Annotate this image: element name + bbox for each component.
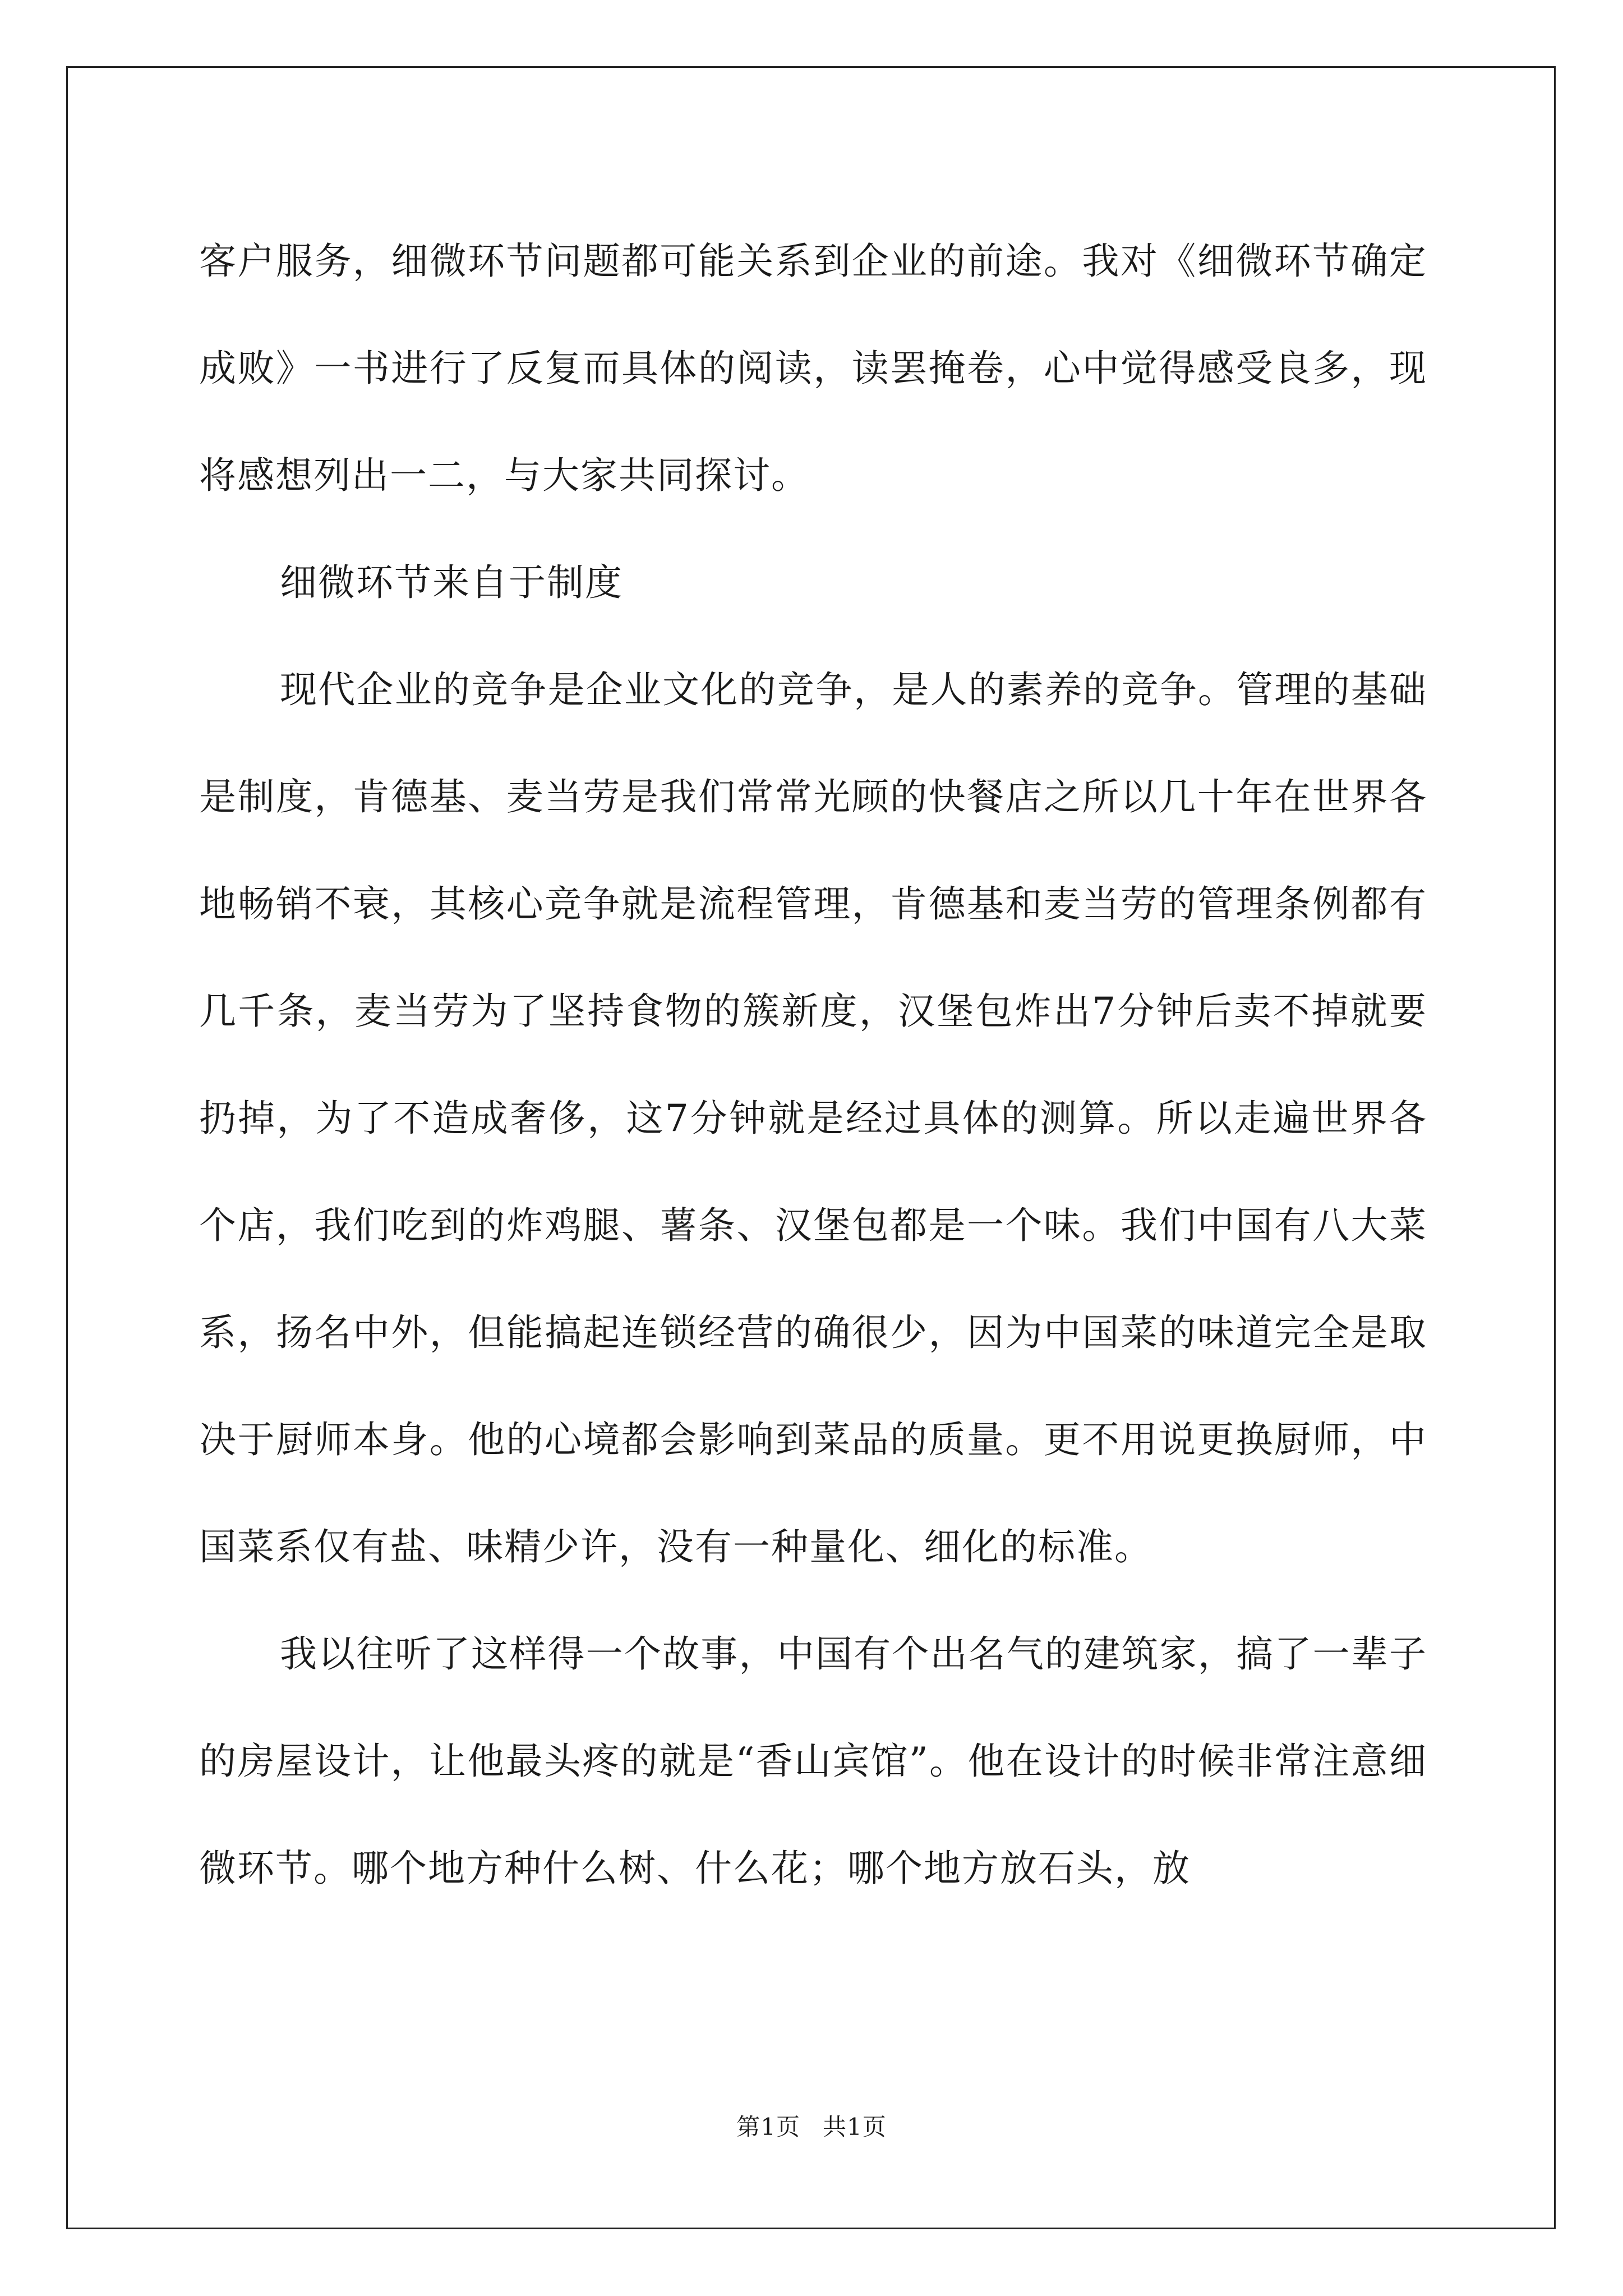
page-number: 第1页 (736, 2113, 800, 2141)
document-body (199, 208, 1427, 1922)
section-heading: 细微环节来自于制度 (280, 561, 623, 604)
page-footer (0, 2110, 1623, 2144)
page-total: 共1页 (823, 2113, 887, 2141)
paragraph-continuation: 客户服务，细微环节问题都可能关系到企业的前途。我对《细微环节确定成败》一书进行了反复而具体的阅读，读罢掩卷，心中觉得感受良多，现将感想列出一二，与大家共同探讨。 (199, 240, 1427, 497)
paragraph-body: 现代企业的竞争是企业文化的竞争，是人的素养的竞争。管理的基础是制度，肯德基、麦当劳是我们常常光顾的快餐店之所以几十年在世界各地畅销不衰，其核心竞争就是流程管理，肯德基和麦当劳的管理条例都有几千条，麦当劳为了坚持食物的簇新度，汉堡包炸出7分钟后卖不掉就要扔掉，为了不造成奢侈，这7分钟就是经过具体的测算。所以走遍世界各个店，我们吃到的炸鸡腿、薯条、汉堡包都是一个味。我们中国有八大菜系，扬名中外，但能搞起连锁经营的确很少，因为中国菜的味道完全是取决于厨师本身。他的心境都会影响到菜品的质量。更不用说更换厨师，中国菜系仅有盐、味精少许，没有一种量化、细化的标准。 (199, 668, 1427, 1568)
paragraph-body: 我以往听了这样得一个故事，中国有个出名气的建筑家，搞了一辈子的房屋设计，让他最头疼的就是“香山宾馆”。他在设计的时候非常注意细微环节。哪个地方种什么树、什么花；哪个地方放石头，放 (199, 1632, 1427, 1890)
